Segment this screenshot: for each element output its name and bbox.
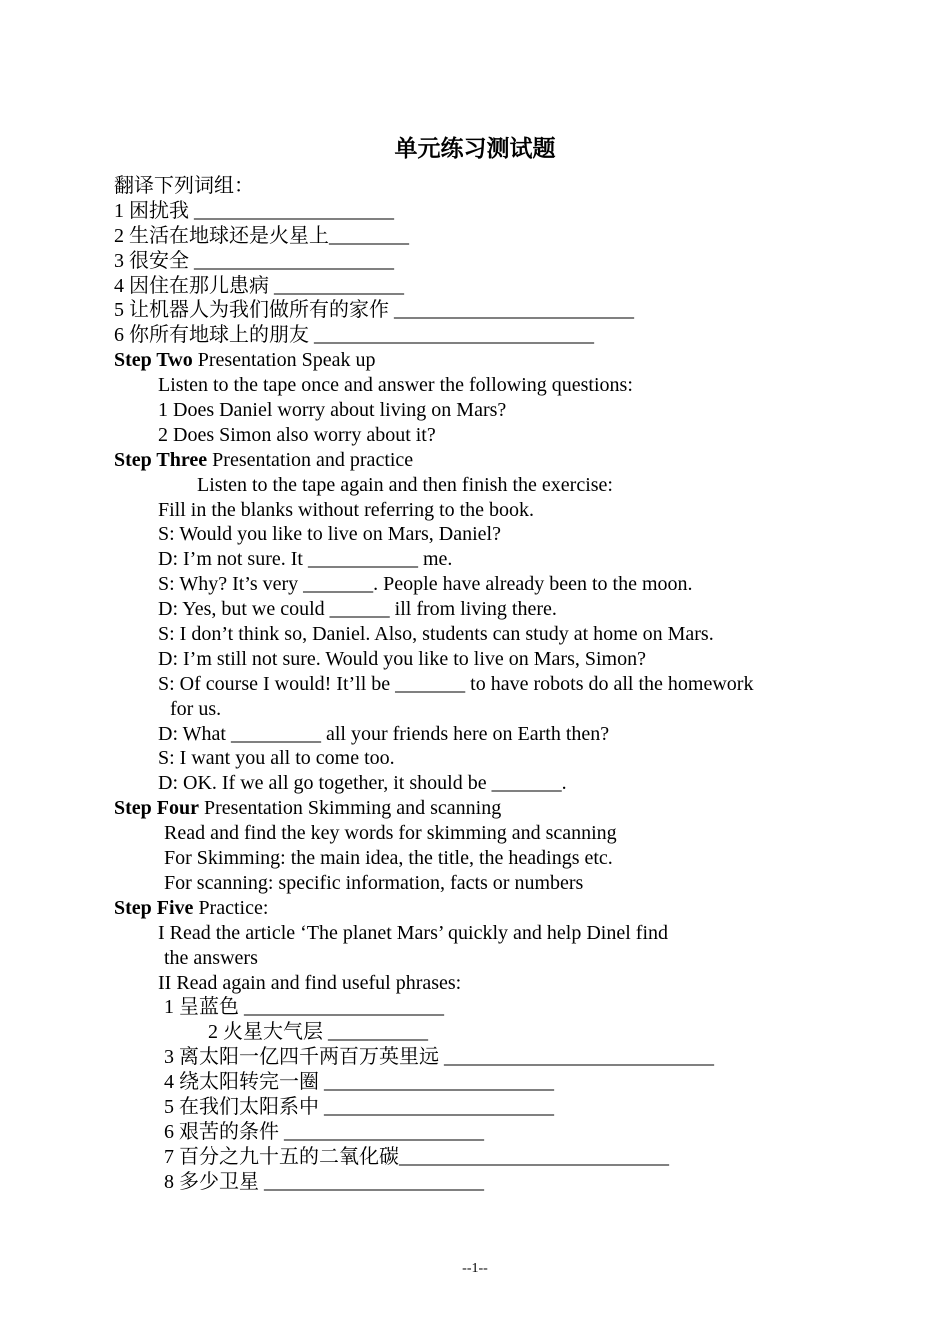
page-number: --1-- [462,1261,488,1276]
dialogue-line: D: What _________ all your friends here on Earth then? [158,722,610,745]
dialogue-continuation: for us. [170,697,222,720]
dialogue-line: S: I don’t think so, Daniel. Also, students can study at home on Mars. [158,623,714,646]
step-two-heading [114,348,844,373]
phrase-item: 2 火星大气层 __________ [208,1021,428,1044]
step-three-instruction: Listen to the tape again and then finish the exercise: [197,473,613,496]
dialogue-line: S: I want you all to come too. [158,747,395,770]
translate-item: 6 你所有地球上的朋友 ____________________________ [114,324,594,347]
step-three-fill: Fill in the blanks without referring to the book. [158,498,535,521]
step-four-heading [114,796,844,821]
phrase-item: 8 多少卫星 ______________________ [164,1170,484,1193]
step-three-text: Presentation and practice [207,448,414,471]
step-five-part2: II Read again and find useful phrases: [158,971,462,994]
step-three-heading [114,448,844,473]
step-three-label: Step Three [114,448,208,471]
translate-item: 2 生活在地球还是火星上________ [114,224,409,247]
dialogue-line: S: Why? It’s very _______. People have already been to the moon. [158,573,693,596]
step-five-heading [114,896,844,921]
dialogue-line: D: I’m not sure. It ___________ me. [158,548,453,571]
step-four-label: Step Four [114,797,199,820]
dialogue-line: D: I’m still not sure. Would you like to live on Mars, Simon? [158,647,646,670]
step-two-line: 1 Does Daniel worry about living on Mars? [158,399,507,422]
step-four-line: Read and find the key words for skimming and scanning [164,822,617,845]
step-two-text: Presentation Speak up [192,349,376,372]
step-five-text: Practice: [193,896,269,919]
translate-heading: 翻译下列词组： [114,175,254,197]
step-five-part1: I Read the article ‘The planet Mars’ quickly and help Dinel find [158,921,668,944]
translate-item: 5 让机器人为我们做所有的家作 ________________________ [114,299,634,322]
step-two-line: 2 Does Simon also worry about it? [158,423,436,446]
phrase-item: 4 绕太阳转完一圈 _______________________ [164,1071,554,1094]
dialogue-line: D: OK. If we all go together, it should be _______. [158,772,567,795]
document-body [114,174,844,1195]
step-four-line: For Skimming: the main idea, the title, the headings etc. [164,847,613,870]
step-five-label: Step Five [114,896,194,919]
step-two-line: Listen to the tape once and answer the following questions: [158,374,633,397]
translate-item: 1 困扰我 ____________________ [114,199,394,222]
phrase-item: 5 在我们太阳系中 _______________________ [164,1095,554,1118]
phrase-item: 1 呈蓝色 ____________________ [164,996,444,1019]
dialogue-line: S: Would you like to live on Mars, Daniel? [158,523,501,546]
step-four-text: Presentation Skimming and scanning [199,797,502,820]
phrase-item: 6 艰苦的条件 ____________________ [164,1120,484,1143]
phrase-item: 7 百分之九十五的二氧化碳___________________________ [164,1145,669,1168]
page-title: 单元练习测试题 [394,136,556,161]
translate-item: 4 因住在那儿患病 _____________ [114,274,404,297]
step-four-line: For scanning: specific information, facts or numbers [164,871,584,894]
dialogue-line: S: Of course I would! It’ll be _______ to have robots do all the homework [158,672,754,695]
dialogue-line: D: Yes, but we could ______ ill from living there. [158,598,557,621]
step-five-part1-cont: the answers [164,946,258,969]
phrase-item: 3 离太阳一亿四千两百万英里远 ___________________________ [164,1046,714,1069]
step-two-label: Step Two [114,349,193,372]
translate-item: 3 很安全 ____________________ [114,249,394,272]
